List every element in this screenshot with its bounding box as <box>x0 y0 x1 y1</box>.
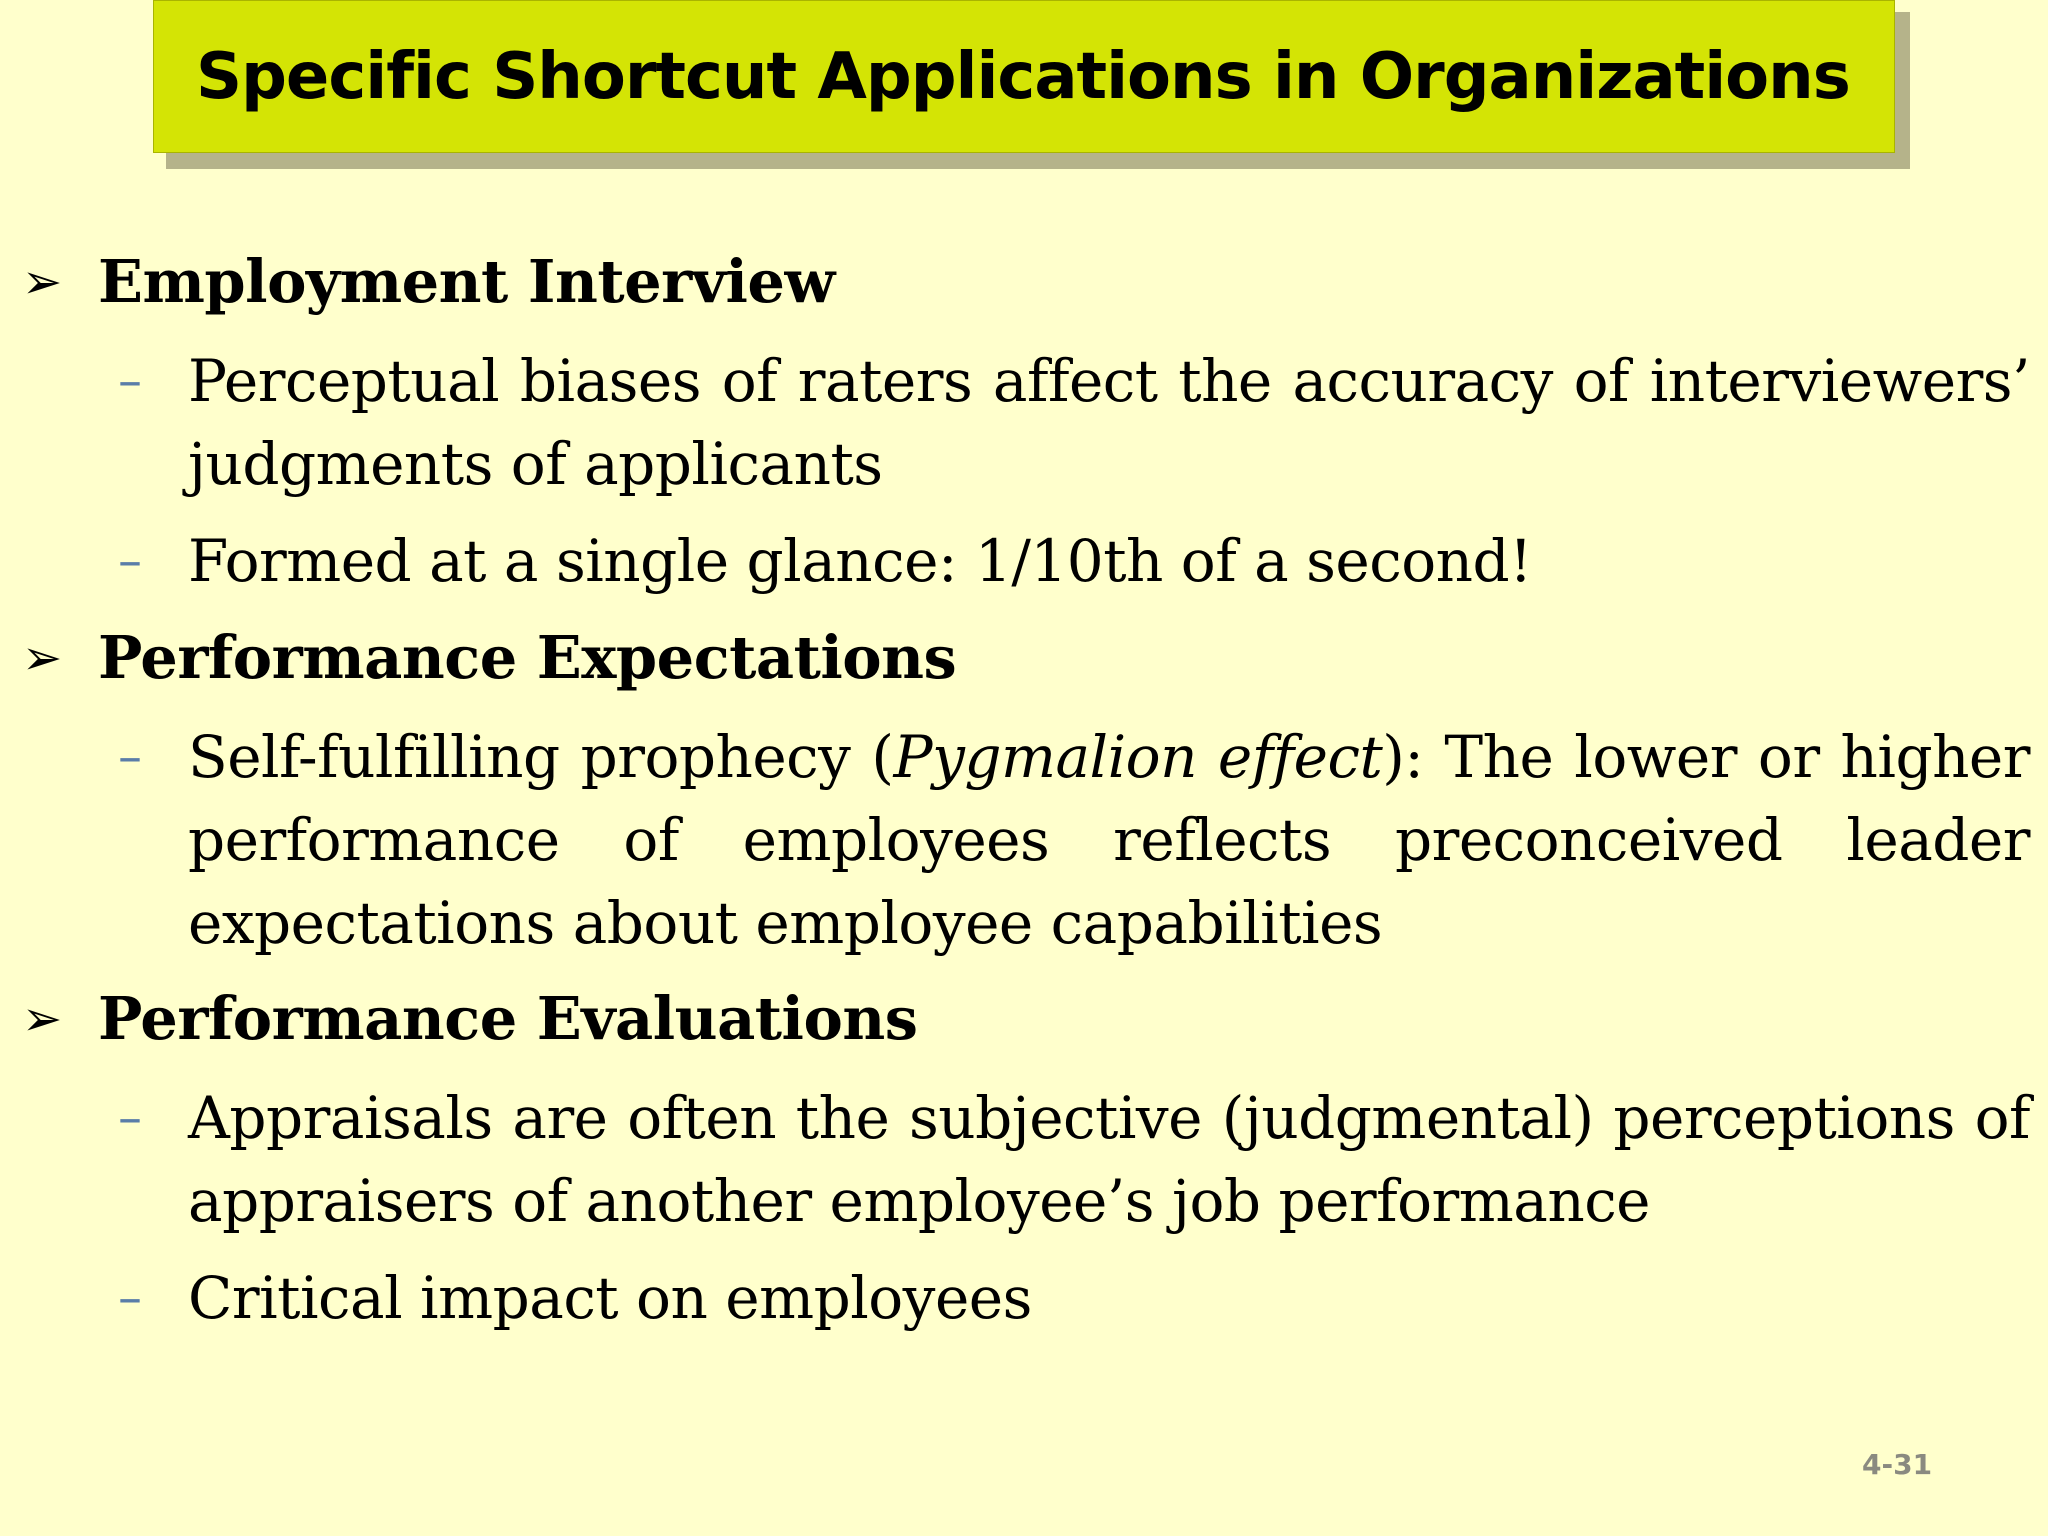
section-heading-performance-expectations <box>22 620 956 696</box>
section-heading-label: Employment Interview <box>98 247 835 316</box>
section-heading-employment-interview <box>22 244 835 320</box>
list-item <box>118 340 2030 506</box>
dash-bullet-icon: – <box>118 729 142 785</box>
list-item-text: Appraisals are often the subjective (judgmental) perceptions of appraisers of another employee’s job performance <box>188 1084 2030 1235</box>
arrowhead-bullet-icon: ➢ <box>22 991 62 1047</box>
arrowhead-bullet-icon: ➢ <box>22 254 62 310</box>
pygmalion-effect-term: Pygmalion effect <box>893 723 1383 791</box>
arrowhead-bullet-icon: ➢ <box>22 630 62 686</box>
list-item-text-after: ): The lower or higher performance of employees reflects preconceived leader expectations about employee capabilities <box>188 723 2030 957</box>
section-heading-label: Performance Evaluations <box>98 984 918 1053</box>
list-item-text <box>188 716 2030 965</box>
list-item-text: Critical impact on employees <box>188 1264 1032 1332</box>
page-number: 4-31 <box>1862 1448 1933 1481</box>
section-heading-label: Performance Expectations <box>98 623 957 692</box>
list-item-text: Perceptual biases of raters affect the accuracy of interviewers’ judgments of applicants <box>188 347 2030 498</box>
section-heading-performance-evaluations <box>22 981 917 1057</box>
list-item-text-before: Self-fulfilling prophecy ( <box>188 723 894 791</box>
dash-bullet-icon: – <box>118 1090 142 1146</box>
dash-bullet-icon: – <box>118 353 142 409</box>
list-item <box>118 716 2030 965</box>
dash-bullet-icon: – <box>118 533 142 589</box>
list-item <box>118 1077 2030 1243</box>
slide-title: Specific Shortcut Applications in Organizations <box>196 40 1850 114</box>
list-item <box>118 520 2030 603</box>
list-item-text: Formed at a single glance: 1/10th of a second! <box>188 527 1532 595</box>
list-item <box>118 1257 2030 1340</box>
dash-bullet-icon: – <box>118 1270 142 1326</box>
